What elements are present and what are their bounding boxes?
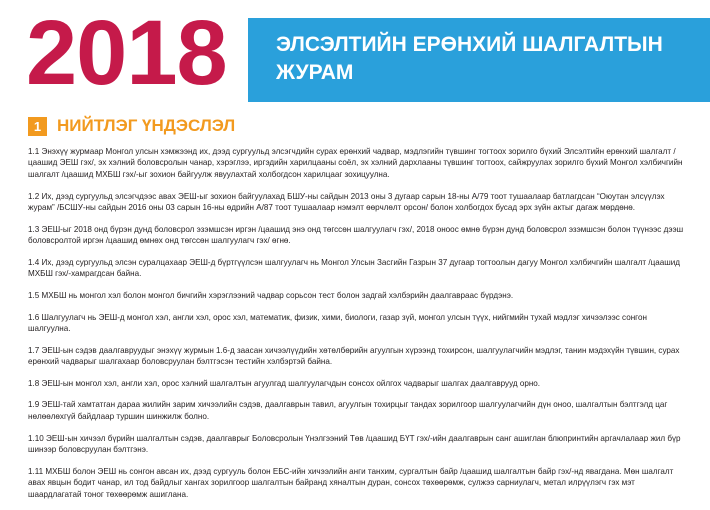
year-heading: 2018 — [26, 2, 227, 104]
document-header — [0, 0, 710, 108]
paragraph-1-3: 1.3 ЭЕШ-ыг 2018 онд бүрэн дунд боловсрол эзэмшсэн иргэн /цаашид энэ онд төгссөн шалгуулагч гэх/, 2018 оноос өмнө бүрэн дунд боловсрол эзэмшсэн болон түүнээс дээш боловсролтой иргэн /цаашид өмнөх онд төгссөн шалгуулагч гэх/ өгнө. — [28, 224, 684, 246]
document-body — [28, 146, 686, 510]
section-number-badge: 1 — [28, 117, 47, 136]
paragraph-1-7: 1.7 ЭЕШ-ын сэдэв даалгавруудыг энэхүү журмын 1.6-д заасан хичээлүүдийн хөтөлбөрийн агуулгын хүрээнд тохирсон, шалгуулагчийн мэдлэг, танин мэдэхүйн түвшин, сурах ерөнхий чадварыг шалгахаар боловсруулан бэлтгэсэн тестийн хэлбэртэй байна. — [28, 345, 680, 367]
document-title: ЭЛСЭЛТИЙН ЕРӨНХИЙ ШАЛГАЛТЫН ЖУРАМ — [276, 33, 663, 84]
title-band — [248, 18, 710, 102]
paragraph-1-10: 1.10 ЭЕШ-ын хичээл бүрийн шалгалтын сэдэв, даалгаврыг Боловсролын Үнэлгээний Төв /цаашид БҮТ гэх/-ийн даалгаврын санг ашиглан блюпринтийн аргачлалаар жил бүр шинээр боловсруулан бэлтгэнэ. — [28, 433, 681, 454]
paragraph-1-1: 1.1 Энэхүү журмаар Монгол улсын хэмжээнд их, дээд сургуульд элсэгчдийн сурах ерөнхий чадвар, мэдлэгийн түвшинг тогтоох зорилго бүхий Элсэлтийн ерөнхий шалгалт /цаашид ЭЕШ гэх/, эх хэлний боловсролын чанар, хэрэглээ, иргэдийн харилцааны соёл, эх хэлний дархлааны түвшинг тогтоох, сайжруулах зорилго бүхий Монгол хэлбичгийн шалгалт /цаашид МХБШ гэх/-ыг зохион байгуулж явуулахтай холбогдсон харилцааг зохицуулна. — [28, 147, 683, 179]
paragraph-1-6: 1.6 Шалгуулагч нь ЭЕШ-д монгол хэл, англи хэл, орос хэл, математик, физик, хими, биологи, газар зүй, монгол улсын түүх, нийгмийн тухай мэдлэг хичээлээс сонгон шалгуулна. — [28, 312, 647, 333]
paragraph-1-5: 1.5 МХБШ нь монгол хэл болон монгол бичгийн хэрэглээний чадвар сорьсон тест болон задгай хэлбэрийн даалгавраас бүрдэнэ. — [28, 290, 514, 300]
paragraph-1-8: 1.8 ЭЕШ-ын монгол хэл, англи хэл, орос хэлний шалгалтын агуулгад шалгуулагчдын сонсох ойлгох чадварыг шалгах даалгаврууд орно. — [28, 378, 541, 388]
paragraph-1-4: 1.4 Их, дээд сургуульд элсэн суралцахаар ЭЕШ-д бүртгүүлсэн шалгуулагч нь Монгол Улсын Засгийн Газрын 37 дугаар тогтоолын дагуу Монгол хэлбичгийн шалгалт /цаашид МХБШ гэх/-хамрагдсан байна. — [28, 257, 681, 279]
paragraph-1-9: 1.9 ЭЕШ-тай хамтатган дараа жилийн зарим хичээлийн сэдэв, даалгаврын тавил, агуулгын тохирцыг тандах зорилгоор шалгуулагчийн дүн оноо, шалгалтын бэлтгэлд цаг нөлөөлөхгүй байдлаар туршин шинжилж болно. — [28, 400, 668, 421]
paragraph-1-2: 1.2 Их, дээд сургуульд элсэгчдээс авах ЭЕШ-ыг зохион байгуулахад БШУ-ны сайдын 2013 оны 3 дугаар сарын 18-ны А/79 тоот тушаалаар батлагдсан “Оюутан элсүүлэх журам” /БСШУ-ны сайдын 2016 оны 03 сарын 16-ны өдрийн А/87 тоот тушаалаар нэмэлт өөрчлөлт орсон/ болон холбогдох бусад эрх зүйн актыг дагаж мөрдөнө. — [28, 191, 665, 212]
section-title: НИЙТЛЭГ ҮНДЭСЛЭЛ — [57, 116, 236, 135]
paragraph-1-11: 1.11 МХБШ болон ЭЕШ нь сонгон авсан их, дээд сургууль болон ЕБС-ийн хичээлийн анги танхим, сургалтын байр /цаашид шалгалтын байр гэх/-нд явагдана. Мөн шалгалт авах явцын бодит чанар, ил тод байдлыг хангах зорилгоор шалгалтын байранд хяналтын дуран, сонсох төхөөрөмж, сулжээ сарниулагч, метал илрүүлэгч гэх мэт шаардлагатай тоног төхөөрөмж ашиглана. — [28, 466, 674, 499]
